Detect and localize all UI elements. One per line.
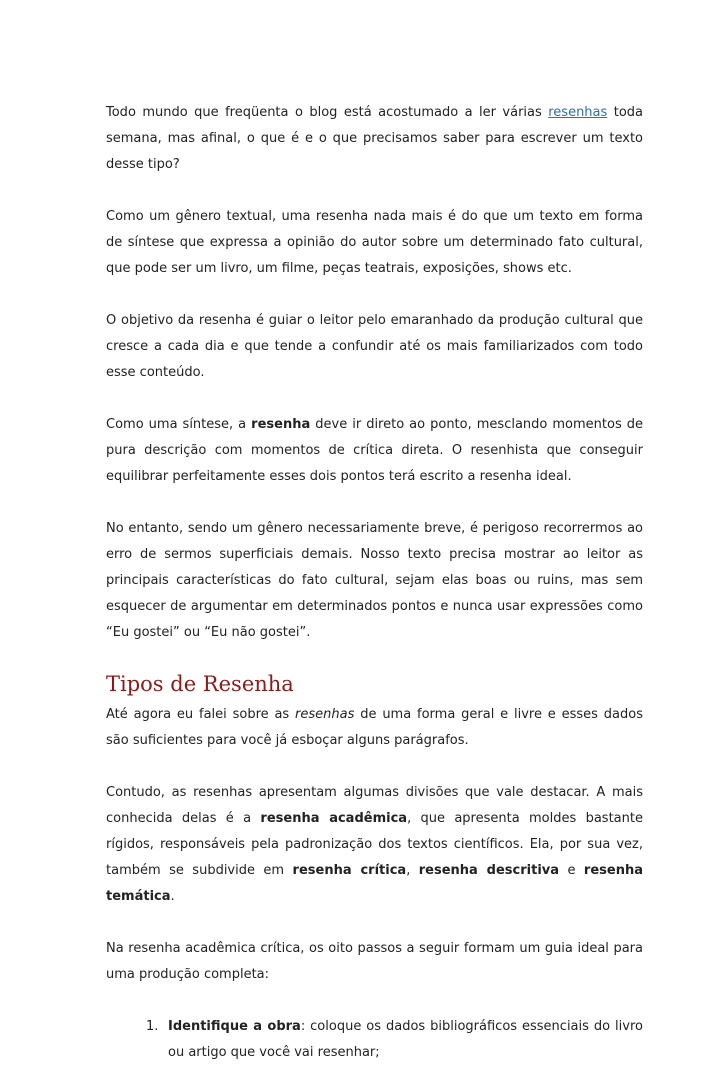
divisions-text-4: e [559,863,584,878]
warning-paragraph: No entanto, sendo um gênero necessariamente breve, é perigoso recorrermos ao erro de sermos superficiais demais. Nosso texto precisa mostrar ao leitor as principais características do fato cultural, sejam elas boas ou ruins, mas sem esquecer de argumentar em determinados pontos e nunca usar expressões como “Eu gostei” ou “Eu não gostei”. [106,521,643,640]
step-number: 1. [146,1019,159,1034]
objective-paragraph: O objetivo da resenha é guiar o leitor pelo emaranhado da produção cultural que cresce a cada dia e que tende a confundir até os mais familiarizados com todo esse conteúdo. [106,313,643,380]
step-text: : coloque os dados bibliográficos essenciais do livro ou artigo que você vai resenhar; [168,1019,643,1060]
general-text-end: de uma forma geral e livre e esses dados são suficientes para você já esboçar alguns parágrafos. [106,707,643,748]
resenhas-italic: resenhas [295,707,355,722]
resenhas-link[interactable]: resenhas [548,105,608,120]
general-text-start: Até agora eu falei sobre as [106,707,296,722]
synthesis-paragraph [106,412,643,490]
steps-intro-paragraph: Na resenha acadêmica crítica, os oito passos a seguir formam um guia ideal para uma produção completa: [106,941,643,982]
resenha-descritiva-bold: resenha descritiva [418,863,560,878]
synthesis-text-end: deve ir direto ao ponto, mesclando momentos de pura descrição com momentos de crítica direta. O resenhista que conseguir equilibrar perfeitamente esses dois pontos terá escrito a resenha ideal. [106,417,643,484]
intro-text-start: Todo mundo que freqüenta o blog está acostumado a ler várias [106,105,549,120]
step-title: Identifique a obra [168,1019,301,1034]
intro-text-end: toda semana, mas afinal, o que é e o que precisamos saber para escrever um texto desse tipo? [106,105,643,172]
general-paragraph [106,702,643,754]
resenha-academica-bold: resenha acadêmica [260,811,408,826]
divisions-paragraph [106,780,643,910]
section-heading: Tipos de Resenha [106,672,294,696]
steps-list [106,1014,643,1066]
resenha-critica-bold: resenha crítica [292,863,407,878]
definition-paragraph: Como um gênero textual, uma resenha nada mais é do que um texto em forma de síntese que expressa a opinião do autor sobre um determinado fato cultural, que pode ser um livro, um filme, peças teatrais, exposições, shows etc. [106,209,643,276]
resenha-tematica-bold: resenha temática [106,863,643,904]
divisions-text-3: , [406,863,419,878]
resenha-bold: resenha [251,417,311,432]
divisions-text-5: . [170,889,175,904]
synthesis-text-start: Como uma síntese, a [106,417,252,432]
list-item [106,1014,643,1066]
intro-paragraph [106,100,643,178]
divisions-text-2: , que apresenta moldes bastante rígidos, responsáveis pela padronização dos textos científicos. Ela, por sua vez, também se subdivide em [106,811,643,878]
divisions-text-1: Contudo, as resenhas apresentam algumas divisões que vale destacar. A mais conhecida delas é a [106,785,643,826]
document-body [106,100,643,1066]
